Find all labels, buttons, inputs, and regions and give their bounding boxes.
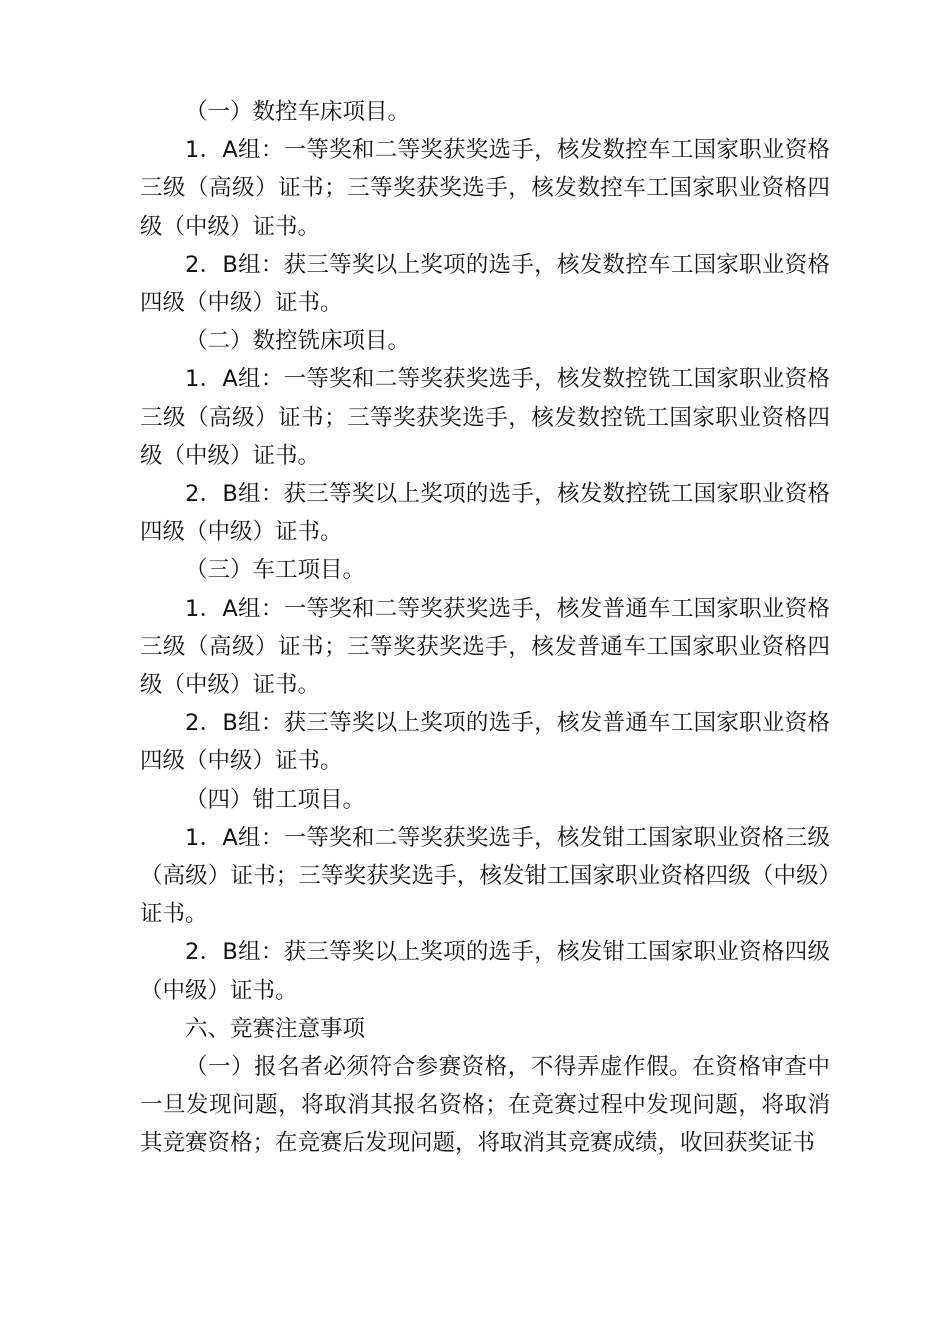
- paragraph-eligibility-note: （一）报名者必须符合参赛资格，不得弄虚作假。在资格审查中一旦发现问题，将取消其报名资格；在竞赛过程中发现问题，将取消其竞赛资格；在竞赛后发现问题，将取消其竞赛成绩，收回获奖证书: [140, 1054, 830, 1157]
- paragraph-cnc-milling-group-b: 2．B组：获三等奖以上奖项的选手，核发数控铣工国家职业资格四级（中级）证书。: [140, 481, 830, 546]
- paragraph-fitter-group-a: 1．A组：一等奖和二等奖获奖选手，核发钳工国家职业资格三级（高级）证书；三等奖获奖选手，核发钳工国家职业资格四级（中级）证书。: [140, 824, 830, 928]
- paragraph-fitter-group-b: 2．B组：获三等奖以上奖项的选手，核发钳工国家职业资格四级（中级）证书。: [140, 939, 830, 1004]
- section-heading-competition-notes: 六、竞赛注意事项: [185, 1015, 366, 1042]
- document-body: [140, 93, 830, 1163]
- paragraph-cnc-milling-group-a: 1．A组：一等奖和二等奖获奖选手，核发数控铣工国家职业资格三级（高级）证书；三等奖获奖选手，核发数控铣工国家职业资格四级（中级）证书。: [140, 366, 830, 469]
- section-heading-cnc-milling: （二）数控铣床项目。: [185, 328, 411, 355]
- section-heading-cnc-lathe: （一）数控车床项目。: [185, 99, 411, 125]
- paragraph-turning-group-a: 1．A组：一等奖和二等奖获奖选手，核发普通车工国家职业资格三级（高级）证书；三等奖获奖选手，核发普通车工国家职业资格四级（中级）证书。: [140, 595, 830, 699]
- paragraph-turning-group-b: 2．B组：获三等奖以上奖项的选手，核发普通车工国家职业资格四级（中级）证书。: [140, 710, 830, 775]
- paragraph-cnc-lathe-group-b: 2．B组：获三等奖以上奖项的选手，核发数控车工国家职业资格四级（中级）证书。: [140, 251, 830, 317]
- paragraph-cnc-lathe-group-a: 1．A组：一等奖和二等奖获奖选手，核发数控车工国家职业资格三级（高级）证书；三等奖获奖选手，核发数控车工国家职业资格四级（中级）证书。: [140, 137, 830, 240]
- section-heading-turning: （三）车工项目。: [185, 557, 366, 584]
- section-heading-fitter: （四）钳工项目。: [185, 786, 366, 813]
